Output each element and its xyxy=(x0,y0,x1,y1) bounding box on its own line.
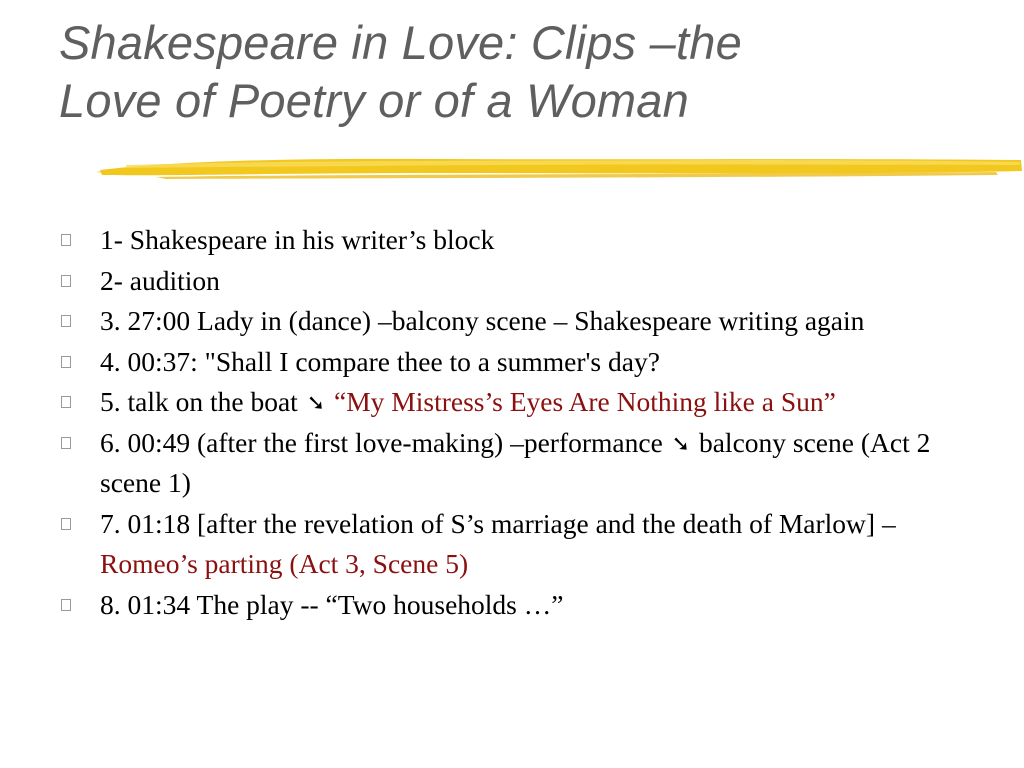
bullet-list xyxy=(60,220,970,625)
bullet-item-4 xyxy=(60,342,970,383)
bullet-text: 5. talk on the boat xyxy=(100,386,305,417)
bullet-item-7 xyxy=(60,504,970,585)
bullet-text: 7. 01:18 [after the revelation of S’s marriage and the death of Marlow] – xyxy=(100,507,896,539)
square-box-icon xyxy=(61,437,71,449)
square-box-icon xyxy=(61,234,71,246)
bullet-item-1 xyxy=(60,220,970,261)
bullet-item-5 xyxy=(60,382,970,423)
bullet-text: 8. 01:34 The play -- “Two households …” xyxy=(100,588,564,620)
square-box-icon xyxy=(61,356,71,368)
bullet-text: 2- audition xyxy=(100,264,220,296)
bullet-text: 6. 00:49 (after the first love-making) –performance xyxy=(100,426,670,458)
bullet-text-suffix: balcony scene (Act 2 scene 1) xyxy=(100,426,931,498)
bullet-text: 4. 00:37: "Shall I compare thee to a summer's day? xyxy=(100,345,660,377)
bullet-item-2 xyxy=(60,261,970,302)
south-east-arrow-icon: ➘ xyxy=(306,391,326,416)
square-box-icon xyxy=(61,275,71,287)
slide-title xyxy=(59,14,999,130)
yellow-brush-stroke-icon xyxy=(96,148,1024,186)
bullet-text: 3. 27:00 Lady in (dance) –balcony scene – Shakespeare writing again xyxy=(100,305,865,336)
bullet-accent-text: Romeo’s parting (Act 3, Scene 5) xyxy=(100,548,469,579)
bullet-accent-text: “My Mistress’s Eyes Are Nothing like a Sun” xyxy=(334,386,836,417)
title-line-1: Shakespeare in Love: Clips –the xyxy=(59,16,742,69)
square-box-icon xyxy=(61,396,71,408)
title-line-2: Love of Poetry or of a Woman xyxy=(59,74,689,127)
south-east-arrow-icon: ➘ xyxy=(671,431,691,457)
square-box-icon xyxy=(61,599,71,611)
bullet-item-6 xyxy=(60,423,970,504)
bullet-text: 1- Shakespeare in his writer’s block xyxy=(100,224,495,255)
bullet-item-3 xyxy=(60,301,970,342)
square-box-icon xyxy=(61,518,71,530)
square-box-icon xyxy=(61,315,71,327)
bullet-item-8 xyxy=(60,585,970,626)
